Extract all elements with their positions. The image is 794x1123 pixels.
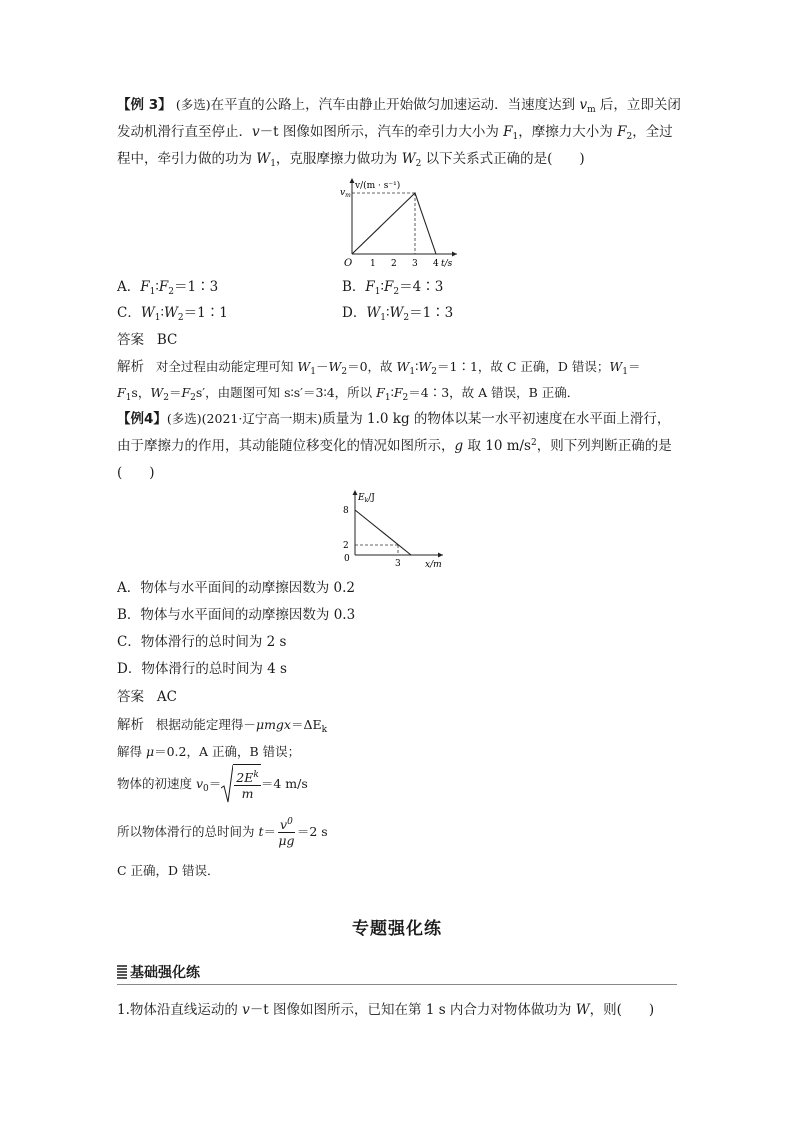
ex3-option-a: A．$F_1∶F_2=1∶3$ bbox=[117, 279, 219, 297]
ek-line bbox=[355, 510, 411, 555]
ex3-option-d: D．$W_1∶W_2=1∶3$ bbox=[342, 305, 454, 323]
ex4-option-a: A．物体与水平面间的动摩擦因数为 0.2 bbox=[117, 580, 356, 596]
ex3-options-row-1 bbox=[117, 278, 444, 297]
ex3-line-3: 程中，牵引力做的功为 $W_1$，克服摩擦力做功为 $W_2$ 以下关系式正确的是( ) bbox=[117, 151, 585, 169]
ex3-line-1: 【例 3】 (多选)在平直的公路上，汽车由静止开始做匀加速运动．当速度达到 $v_m$ 后，立即关闭 bbox=[117, 97, 681, 115]
sqrt-expression: $\frac{2E^k}{m}$ bbox=[221, 764, 261, 805]
ek-x-tick-3: 3 bbox=[395, 559, 401, 569]
ex4-answer: 答案 AC bbox=[117, 689, 177, 705]
ex4-option-d: D．物体滑行的总时间为 4 s bbox=[117, 661, 287, 677]
ex3-line-2: 发动机滑行直至停止．v－t 图像如图所示，汽车的牵引力大小为 $F_1$，摩擦力大小为 $F_2$，全过 bbox=[117, 124, 673, 142]
ex4-source: (2021·辽宁高一期末) bbox=[201, 411, 323, 426]
ex4-solution-line-4: 所以物体滑行的总时间为 t＝ $\frac{v^0}{\mu g}$ ＝2 s bbox=[117, 817, 328, 848]
ex4-option-b: B．物体与水平面间的动摩擦因数为 0.3 bbox=[117, 607, 356, 623]
ex4-line-1: 【例4】(多选)(2021·辽宁高一期末)质量为 1.0 kg 的物体以某一水平初速度在水平面上滑行， bbox=[117, 411, 671, 427]
ek-y-tick-8: 8 bbox=[343, 506, 349, 516]
page-heading: 专题强化练 bbox=[352, 919, 442, 939]
ex4-solution-line-1: 解析 根据动能定理得$-\mu mgx=\Delta E_k$ bbox=[117, 717, 328, 735]
vt-graph bbox=[332, 174, 462, 270]
ex4-solution-line-2: 解得 μ＝0.2，A 正确，B 错误； bbox=[117, 744, 301, 759]
vt-tick-2: 2 bbox=[391, 259, 397, 269]
ex4-tag: 【例4】 bbox=[117, 411, 167, 427]
vt-x-axis-label: t/s bbox=[441, 259, 453, 269]
ex4-option-c: C．物体滑行的总时间为 2 s bbox=[117, 634, 287, 650]
ex3-options-row-2 bbox=[117, 304, 454, 323]
section-bar-icon bbox=[117, 965, 127, 979]
ex3-answer: 答案 BC bbox=[117, 332, 178, 348]
vt-origin: O bbox=[344, 258, 353, 269]
vt-y-arrow bbox=[350, 178, 355, 183]
ek-origin: 0 bbox=[344, 554, 350, 564]
ek-x-axis-label: x/m bbox=[425, 560, 442, 570]
ex4-solution-line-3: 物体的初速度 $v_0=$ $\frac{2E^k}{m}$ ＝4 m/s bbox=[117, 764, 308, 805]
vt-tick-4: 4 bbox=[433, 259, 439, 269]
ex3-solution-line-1: 解析 对全过程由动能定理可知 $W_1-W_2=0$，故 $W_1∶W_2=1∶1$，故 C 正确，D 错误；$W_1=$ bbox=[117, 359, 641, 377]
section-divider bbox=[117, 984, 677, 985]
fraction-expression: $\frac{v^0}{\mu g}$ bbox=[278, 817, 295, 848]
ex4-solution-line-5: C 正确，D 错误． bbox=[117, 863, 220, 878]
ex3-tag: 【例 3】 bbox=[117, 97, 172, 113]
vt-tick-3: 3 bbox=[412, 259, 418, 269]
vt-curve bbox=[352, 193, 436, 254]
question-1: 1.物体沿直线运动的 v－t 图像如图所示，已知在第 1 s 内合力对物体做功为 W，则( ) bbox=[117, 1002, 655, 1018]
section-title: 基础强化练 bbox=[117, 962, 200, 982]
ex3-multi: (多选) bbox=[175, 97, 211, 112]
vt-vm-label: $v_m$ bbox=[340, 188, 351, 199]
ek-graph bbox=[338, 487, 448, 571]
ek-y-axis-label: $E_k/J$ bbox=[358, 493, 375, 504]
ex3-option-b: B．$F_1∶F_2=4∶3$ bbox=[342, 279, 444, 297]
sqrt-symbol bbox=[221, 764, 233, 804]
ek-y-arrow bbox=[353, 490, 358, 495]
ex4-line-2: 由于摩擦力的作用，其动能随位移变化的情况如图所示，g 取 10 $m/s^2$，则下列判断正确的是 bbox=[117, 438, 672, 454]
ex4-line-3: ( ) bbox=[117, 465, 155, 481]
ex3-option-c: C．$W_1∶W_2=1∶1$ bbox=[117, 305, 228, 323]
vt-x-arrow bbox=[452, 252, 457, 257]
vt-y-axis-label: v/(m · s⁻¹) bbox=[355, 181, 401, 191]
ek-y-tick-2: 2 bbox=[343, 541, 349, 551]
ek-x-arrow bbox=[438, 553, 443, 558]
vt-tick-1: 1 bbox=[370, 259, 376, 269]
ex3-solution-line-2: $F_1s$，$W_2=F_2s'$，由题图可知 s∶s′＝3∶4，所以 $F_1∶F_2=4∶3$，故 A 错误，B 正确． bbox=[117, 385, 580, 403]
